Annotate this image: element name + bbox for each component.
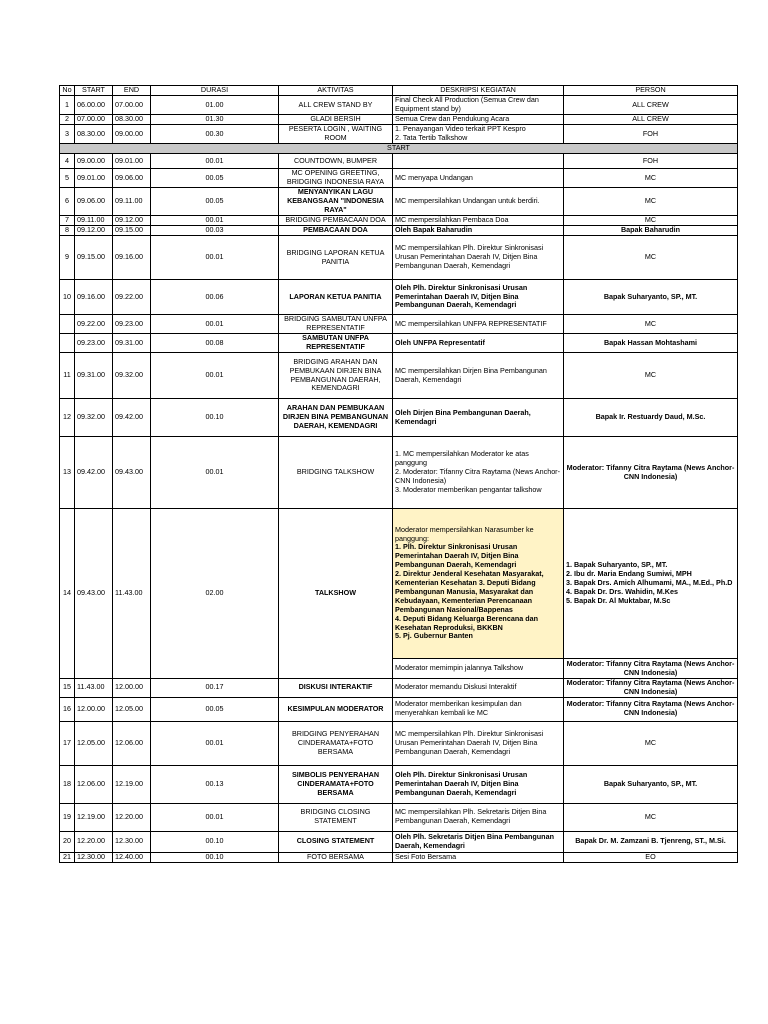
cell-person: Bapak Dr. M. Zamzani B. Tjenreng, ST., M.Si. xyxy=(564,831,738,852)
cell-end: 12.06.00 xyxy=(113,721,151,765)
cell-line: MC mempersilahkan Dirjen Bina Pembangunan Daerah, Kemendagri xyxy=(395,365,547,384)
table-row xyxy=(60,280,738,315)
cell-no: 2 xyxy=(60,115,75,125)
cell-deskripsi xyxy=(393,226,564,236)
cell-aktivitas: COUNTDOWN, BUMPER xyxy=(279,154,393,169)
table-row xyxy=(60,697,738,721)
cell-line: 4. Deputi Bidang Keluarga Berencana dan Kesehatan Reproduksi, BKKBN xyxy=(395,613,538,632)
cell-no: 5 xyxy=(60,169,75,188)
cell-aktivitas: FOTO BERSAMA xyxy=(279,852,393,862)
cell-start: 12.19.00 xyxy=(75,803,113,831)
cell-line: Oleh Plh. Direktur Sinkronisasi Urusan Pemerintahan Daerah IV, Ditjen Bina Pembangunan Daerah, Kemendagri xyxy=(395,282,528,310)
cell-aktivitas: GLADI BERSIH xyxy=(279,115,393,125)
cell-end: 08.30.00 xyxy=(113,115,151,125)
table-row xyxy=(60,353,738,399)
cell-durasi: 00.10 xyxy=(151,831,279,852)
start-label: START xyxy=(60,144,738,154)
cell-end: 09.22.00 xyxy=(113,280,151,315)
cell-durasi: 00.30 xyxy=(151,125,279,144)
cell-line: MC mempersilahkan Pembaca Doa xyxy=(395,215,509,225)
cell-deskripsi xyxy=(393,765,564,803)
cell-deskripsi xyxy=(393,852,564,862)
cell-durasi: 00.01 xyxy=(151,721,279,765)
cell-deskripsi xyxy=(393,236,564,280)
cell-person: MC xyxy=(564,353,738,399)
cell-line: 2. Moderator: Tifanny Citra Raytama (News Anchor-CNN Indonesia) xyxy=(395,467,560,485)
cell-start: 09.00.00 xyxy=(75,154,113,169)
cell-deskripsi: Moderator memimpin jalannya Talkshow xyxy=(393,659,564,679)
table-row xyxy=(60,188,738,216)
cell-deskripsi xyxy=(393,169,564,188)
cell-start: 12.06.00 xyxy=(75,765,113,803)
cell-deskripsi xyxy=(393,509,564,659)
cell-person: Moderator: Tifanny Citra Raytama (News Anchor-CNN Indonesia) xyxy=(564,679,738,698)
cell-deskripsi xyxy=(393,721,564,765)
table-row xyxy=(60,216,738,226)
cell-start: 09.23.00 xyxy=(75,334,113,353)
cell-aktivitas: BRIDGING CLOSING STATEMENT xyxy=(279,803,393,831)
cell-line: 1. MC mempersilahkan Moderator ke atas panggung xyxy=(395,449,529,468)
cell-no: 14 xyxy=(60,509,75,679)
cell-person xyxy=(564,509,738,659)
cell-line: Oleh Plh. Direktur Sinkronisasi Urusan Pemerintahan Daerah IV, Ditjen Bina Pembangunan Daerah, Kemendagri xyxy=(395,769,528,797)
cell-aktivitas: LAPORAN KETUA PANITIA xyxy=(279,280,393,315)
cell-line: Moderator memberikan kesimpulan dan menyerahkan kembali ke MC xyxy=(395,699,522,718)
table-row xyxy=(60,125,738,144)
cell-end: 12.00.00 xyxy=(113,679,151,698)
cell-end: 09.12.00 xyxy=(113,216,151,226)
cell-durasi: 00.01 xyxy=(151,803,279,831)
cell-person: MC xyxy=(564,216,738,226)
cell-line: Oleh Plh. Sekretaris Ditjen Bina Pembangunan Daerah, Kemendagri xyxy=(395,831,554,850)
cell-start: 12.30.00 xyxy=(75,852,113,862)
cell-deskripsi xyxy=(393,188,564,216)
cell-person: MC xyxy=(564,315,738,334)
header-start: START xyxy=(75,86,113,96)
cell-deskripsi xyxy=(393,437,564,509)
cell-line: 3. Bapak Drs. Amich Alhumami, MA., M.Ed., Ph.D xyxy=(566,578,733,588)
cell-end: 09.00.00 xyxy=(113,125,151,144)
cell-durasi: 00.01 xyxy=(151,154,279,169)
cell-aktivitas: ARAHAN DAN PEMBUKAAN DIRJEN BINA PEMBANGUNAN DAERAH, KEMENDAGRI xyxy=(279,399,393,437)
cell-deskripsi xyxy=(393,115,564,125)
cell-start: 06.00.00 xyxy=(75,96,113,115)
cell-aktivitas: BRIDGING TALKSHOW xyxy=(279,437,393,509)
table-row xyxy=(60,115,738,125)
cell-no: 16 xyxy=(60,697,75,721)
cell-person: MC xyxy=(564,721,738,765)
cell-start: 09.22.00 xyxy=(75,315,113,334)
cell-durasi: 00.01 xyxy=(151,353,279,399)
cell-end: 09.23.00 xyxy=(113,315,151,334)
cell-end: 12.30.00 xyxy=(113,831,151,852)
cell-start: 09.11.00 xyxy=(75,216,113,226)
table-row xyxy=(60,437,738,509)
cell-line: Sesi Foto Bersama xyxy=(395,852,457,861)
cell-aktivitas: SIMBOLIS PENYERAHAN CINDERAMATA+FOTO BERSAMA xyxy=(279,765,393,803)
cell-aktivitas: CLOSING STATEMENT xyxy=(279,831,393,852)
cell-start: 09.32.00 xyxy=(75,399,113,437)
cell-no: 8 xyxy=(60,226,75,236)
table-row xyxy=(60,315,738,334)
cell-line: 5. Pj. Gubernur Banten xyxy=(395,631,473,641)
cell-person: FOH xyxy=(564,125,738,144)
cell-start: 12.20.00 xyxy=(75,831,113,852)
cell-start: 12.05.00 xyxy=(75,721,113,765)
cell-durasi: 00.08 xyxy=(151,334,279,353)
cell-line: MC menyapa Undangan xyxy=(395,172,473,182)
cell-line: MC mempersilahkan UNFPA REPRESENTATIF xyxy=(395,318,547,328)
cell-no: 10 xyxy=(60,280,75,315)
cell-line: 4. Bapak Dr. Drs. Wahidin, M.Kes xyxy=(566,586,678,596)
cell-person: MC xyxy=(564,803,738,831)
cell-deskripsi xyxy=(393,216,564,226)
cell-end: 09.43.00 xyxy=(113,437,151,509)
cell-aktivitas: BRIDGING PENYERAHAN CINDERAMATA+FOTO BERSAMA xyxy=(279,721,393,765)
table-row xyxy=(60,334,738,353)
cell-line: 5. Bapak Dr. Al Muktabar, M.Sc xyxy=(566,595,671,605)
cell-start: 08.30.00 xyxy=(75,125,113,144)
cell-aktivitas: BRIDGING SAMBUTAN UNFPA REPRESENTATIF xyxy=(279,315,393,334)
cell-line: Moderator memandu Diskusi Interaktif xyxy=(395,682,517,692)
cell-line: 2. Ibu dr. Maria Endang Sumiwi, MPH xyxy=(566,569,692,579)
cell-deskripsi xyxy=(393,96,564,115)
cell-no xyxy=(60,334,75,353)
cell-aktivitas: BRIDGING PEMBACAAN DOA xyxy=(279,216,393,226)
cell-aktivitas: BRIDGING LAPORAN KETUA PANITIA xyxy=(279,236,393,280)
cell-end: 09.16.00 xyxy=(113,236,151,280)
cell-no: 1 xyxy=(60,96,75,115)
cell-aktivitas: MC OPENING GREETING, BRIDGING INDONESIA RAYA xyxy=(279,169,393,188)
cell-deskripsi xyxy=(393,803,564,831)
cell-person: EO xyxy=(564,852,738,862)
rundown-table xyxy=(59,85,738,863)
cell-line: 2. Tata Tertib Talkshow xyxy=(395,133,468,142)
cell-durasi: 00.01 xyxy=(151,216,279,226)
cell-end: 11.43.00 xyxy=(113,509,151,679)
rundown-body xyxy=(60,96,738,863)
cell-start: 09.15.00 xyxy=(75,236,113,280)
start-divider-row xyxy=(60,144,738,154)
cell-durasi: 00.01 xyxy=(151,236,279,280)
table-row xyxy=(60,679,738,698)
cell-person: Moderator: Tifanny Citra Raytama (News Anchor-CNN Indonesia) xyxy=(564,697,738,721)
cell-line: 3. Moderator memberikan pengantar talkshow xyxy=(395,484,542,494)
cell-line: Semua Crew dan Pendukung Acara xyxy=(395,114,510,124)
cell-no: 3 xyxy=(60,125,75,144)
cell-durasi: 00.06 xyxy=(151,280,279,315)
cell-durasi: 00.01 xyxy=(151,437,279,509)
cell-no: 19 xyxy=(60,803,75,831)
cell-end: 12.20.00 xyxy=(113,803,151,831)
cell-deskripsi xyxy=(393,334,564,353)
cell-no: 17 xyxy=(60,721,75,765)
cell-aktivitas: ALL CREW STAND BY xyxy=(279,96,393,115)
table-row xyxy=(60,765,738,803)
cell-start: 09.12.00 xyxy=(75,226,113,236)
cell-deskripsi xyxy=(393,315,564,334)
cell-no: 7 xyxy=(60,216,75,226)
cell-durasi: 00.05 xyxy=(151,188,279,216)
cell-person: Bapak Ir. Restuardy Daud, M.Sc. xyxy=(564,399,738,437)
cell-line: Final Check All Production (Semua Crew dan Equipment stand by) xyxy=(395,95,539,113)
table-row xyxy=(60,509,738,659)
cell-person: Moderator: Tifanny Citra Raytama (News Anchor-CNN Indonesia) xyxy=(564,659,738,679)
cell-end: 12.19.00 xyxy=(113,765,151,803)
cell-line: Oleh Dirjen Bina Pembangunan Daerah, Kemendagri xyxy=(395,407,531,426)
cell-line: Oleh UNFPA Representatif xyxy=(395,337,485,347)
cell-durasi: 01.30 xyxy=(151,115,279,125)
cell-aktivitas: MENYANYIKAN LAGU KEBANGSAAN "INDONESIA RAYA" xyxy=(279,188,393,216)
cell-deskripsi xyxy=(393,353,564,399)
cell-person: Moderator: Tifanny Citra Raytama (News Anchor-CNN Indonesia) xyxy=(564,437,738,509)
table-row xyxy=(60,803,738,831)
cell-start: 09.31.00 xyxy=(75,353,113,399)
cell-line: MC mempersilahkan Plh. Direktur Sinkronisasi Urusan Pemerintahan Daerah IV, Ditjen Bina Pembangunan Daerah, Kemendagri xyxy=(395,243,544,270)
cell-durasi: 00.05 xyxy=(151,169,279,188)
cell-no: 18 xyxy=(60,765,75,803)
cell-end: 09.06.00 xyxy=(113,169,151,188)
header-no: No xyxy=(60,86,75,96)
header-aktivitas: AKTIVITAS xyxy=(279,86,393,96)
cell-person: Bapak Suharyanto, SP., MT. xyxy=(564,280,738,315)
cell-aktivitas: TALKSHOW xyxy=(279,509,393,679)
cell-no: 6 xyxy=(60,188,75,216)
cell-durasi: 00.10 xyxy=(151,852,279,862)
header-end: END xyxy=(113,86,151,96)
cell-no: 11 xyxy=(60,353,75,399)
cell-deskripsi xyxy=(393,125,564,144)
cell-no xyxy=(60,315,75,334)
table-row xyxy=(60,721,738,765)
cell-deskripsi xyxy=(393,280,564,315)
cell-aktivitas: KESIMPULAN MODERATOR xyxy=(279,697,393,721)
cell-line: Moderator mempersilahkan Narasumber ke panggung: xyxy=(395,524,534,543)
cell-aktivitas: BRIDGING ARAHAN DAN PEMBUKAAN DIRJEN BINA PEMBANGUNAN DAERAH, KEMENDAGRI xyxy=(279,353,393,399)
cell-person: MC xyxy=(564,169,738,188)
cell-person: ALL CREW xyxy=(564,115,738,125)
header-person: PERSON xyxy=(564,86,738,96)
cell-aktivitas: PEMBACAAN DOA xyxy=(279,226,393,236)
cell-aktivitas: PESERTA LOGIN , WAITING ROOM xyxy=(279,125,393,144)
cell-person: ALL CREW xyxy=(564,96,738,115)
cell-start: 07.00.00 xyxy=(75,115,113,125)
cell-end: 09.15.00 xyxy=(113,226,151,236)
cell-line: 2. Direktur Jenderal Kesehatan Masyarakat, Kementerian Kesehatan 3. Deputi Bidang Pembangunan Manusia, Masyarakat dan Kebudayaan, Kementerian Perencanaan Pembangunan Nasional/Bappenas xyxy=(395,569,544,614)
cell-durasi: 01.00 xyxy=(151,96,279,115)
cell-person: FOH xyxy=(564,154,738,169)
table-row xyxy=(60,154,738,169)
header-row xyxy=(60,86,738,96)
cell-no: 12 xyxy=(60,399,75,437)
cell-no: 9 xyxy=(60,236,75,280)
table-row xyxy=(60,852,738,862)
cell-start: 09.06.00 xyxy=(75,188,113,216)
cell-line: 1. Penayangan Video terkait PPT Kespro xyxy=(395,124,526,134)
cell-line: MC mempersilahkan Undangan untuk berdiri. xyxy=(395,196,540,206)
cell-start: 09.43.00 xyxy=(75,509,113,679)
cell-no: 13 xyxy=(60,437,75,509)
cell-end: 09.32.00 xyxy=(113,353,151,399)
cell-deskripsi xyxy=(393,831,564,852)
cell-no: 15 xyxy=(60,679,75,698)
table-row xyxy=(60,169,738,188)
cell-end: 12.05.00 xyxy=(113,697,151,721)
cell-person: Bapak Baharudin xyxy=(564,226,738,236)
cell-no: 20 xyxy=(60,831,75,852)
table-row xyxy=(60,399,738,437)
cell-no: 4 xyxy=(60,154,75,169)
cell-end: 09.11.00 xyxy=(113,188,151,216)
table-row xyxy=(60,226,738,236)
cell-deskripsi xyxy=(393,697,564,721)
cell-person: MC xyxy=(564,188,738,216)
cell-line: MC mempersilahkan Plh. Sekretaris Ditjen Bina Pembangunan Daerah, Kemendagri xyxy=(395,807,547,826)
cell-person: Bapak Suharyanto, SP., MT. xyxy=(564,765,738,803)
cell-start: 09.42.00 xyxy=(75,437,113,509)
cell-durasi: 00.05 xyxy=(151,697,279,721)
cell-aktivitas: SAMBUTAN UNFPA REPRESENTATIF xyxy=(279,334,393,353)
cell-end: 09.42.00 xyxy=(113,399,151,437)
cell-start: 09.01.00 xyxy=(75,169,113,188)
cell-end: 12.40.00 xyxy=(113,852,151,862)
header-deskripsi: DESKRIPSI KEGIATAN xyxy=(393,86,564,96)
table-row xyxy=(60,96,738,115)
cell-durasi: 00.03 xyxy=(151,226,279,236)
cell-person: MC xyxy=(564,236,738,280)
cell-line: MC mempersilahkan Plh. Direktur Sinkronisasi Urusan Pemerintahan Daerah IV, Ditjen Bina Pembangunan Daerah, Kemendagri xyxy=(395,728,544,756)
cell-durasi: 00.01 xyxy=(151,315,279,334)
cell-person: Bapak Hassan Mohtashami xyxy=(564,334,738,353)
cell-end: 09.31.00 xyxy=(113,334,151,353)
cell-line: Oleh Bapak Baharudin xyxy=(395,225,473,235)
table-row xyxy=(60,236,738,280)
cell-start: 12.00.00 xyxy=(75,697,113,721)
table-row xyxy=(60,831,738,852)
cell-deskripsi xyxy=(393,399,564,437)
cell-aktivitas: DISKUSI INTERAKTIF xyxy=(279,679,393,698)
cell-durasi: 00.10 xyxy=(151,399,279,437)
cell-line: 1. Plh. Direktur Sinkronisasi Urusan Pemerintahan Daerah IV, Ditjen Bina Pembangunan Daerah, Kemendagri xyxy=(395,542,519,570)
cell-durasi: 00.17 xyxy=(151,679,279,698)
cell-deskripsi xyxy=(393,154,564,169)
cell-start: 09.16.00 xyxy=(75,280,113,315)
cell-line: 1. Bapak Suharyanto, SP., MT. xyxy=(566,560,668,570)
cell-end: 09.01.00 xyxy=(113,154,151,169)
cell-durasi: 02.00 xyxy=(151,509,279,679)
header-durasi: DURASI xyxy=(151,86,279,96)
cell-no: 21 xyxy=(60,852,75,862)
cell-start: 11.43.00 xyxy=(75,679,113,698)
cell-deskripsi xyxy=(393,679,564,698)
cell-end: 07.00.00 xyxy=(113,96,151,115)
cell-durasi: 00.13 xyxy=(151,765,279,803)
